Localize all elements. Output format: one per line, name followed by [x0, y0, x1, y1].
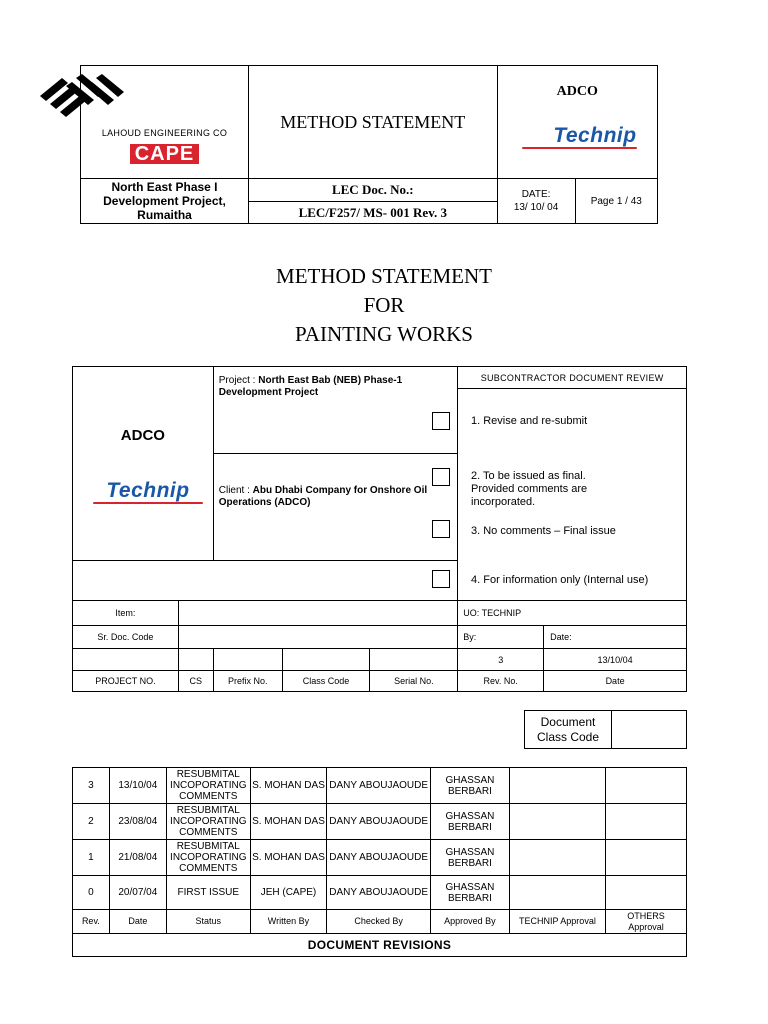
- revision-technip-approval: [509, 804, 605, 840]
- revision-row: [73, 804, 687, 840]
- option-revise-label: 1. Revise and re-submit: [471, 415, 588, 427]
- code-date: 13/10/04: [544, 649, 687, 671]
- checkbox-revise[interactable]: [432, 412, 450, 430]
- revisions-header: Written By: [250, 910, 327, 934]
- revision-others-approval: [605, 768, 686, 804]
- code-header: Serial No.: [370, 671, 458, 692]
- client-label: Client :: [218, 485, 253, 496]
- code-header: PROJECT NO.: [73, 671, 179, 692]
- option-final-label: 2. To be issued as final. Provided comments are incorporated.: [471, 470, 588, 508]
- review-client: ADCO: [120, 427, 165, 444]
- adco-technip-block: [73, 367, 214, 561]
- revision-approved-by: GHASSAN BERBARI: [430, 768, 509, 804]
- revision-rev: 2: [73, 804, 110, 840]
- option-information-label: 4. For information only (Internal use): [471, 574, 649, 586]
- revision-date: 20/07/04: [109, 876, 166, 910]
- revision-others-approval: [605, 840, 686, 876]
- title-line-3: PAINTING WORKS: [295, 322, 473, 346]
- revision-written-by: S. MOHAN DAS: [250, 804, 327, 840]
- code-cs[interactable]: [178, 649, 213, 671]
- revision-written-by: S. MOHAN DAS: [250, 768, 327, 804]
- lec-doc-number: LEC/F257/ MS- 001 Rev. 3: [249, 202, 498, 224]
- option-no-comments-label: 3. No comments – Final issue: [471, 525, 616, 537]
- revision-status: RESUBMITAL INCOPORATING COMMENTS: [166, 768, 250, 804]
- revisions-header: Rev.: [73, 910, 110, 934]
- revision-approved-by: GHASSAN BERBARI: [430, 876, 509, 910]
- class-code-label: Document Class Code: [525, 711, 612, 749]
- document-title: [0, 262, 768, 349]
- revision-status: RESUBMITAL INCOPORATING COMMENTS: [166, 840, 250, 876]
- adco-technip-cell: [497, 66, 657, 179]
- technip-logo-text: Technip: [553, 124, 637, 147]
- project-cell: [213, 367, 458, 454]
- page-number: Page 1 / 43: [575, 179, 657, 224]
- client-value: Abu Dhabi Company for Onshore Oil Operations (ADCO): [218, 485, 428, 508]
- revision-status: FIRST ISSUE: [166, 876, 250, 910]
- checkbox-no-comments[interactable]: [432, 520, 450, 538]
- lec-doc-label: LEC Doc. No.:: [249, 179, 498, 202]
- title-line-2: FOR: [363, 293, 405, 317]
- revision-others-approval: [605, 804, 686, 840]
- blank-cell: [73, 561, 458, 601]
- code-header: Prefix No.: [213, 671, 282, 692]
- revision-checked-by: DANY ABOUJAOUDE: [327, 876, 431, 910]
- lahoud-cape-cell: [81, 66, 249, 179]
- client-name: ADCO: [556, 84, 598, 99]
- code-project-no[interactable]: [73, 649, 179, 671]
- review-heading: SUBCONTRACTOR DOCUMENT REVIEW: [458, 367, 687, 389]
- revision-date: 13/10/04: [109, 768, 166, 804]
- item-value[interactable]: [178, 601, 457, 626]
- revision-row: [73, 840, 687, 876]
- title-line-1: METHOD STATEMENT: [276, 264, 492, 288]
- review-technip-logo: [93, 479, 203, 504]
- revision-rev: 0: [73, 876, 110, 910]
- revision-checked-by: DANY ABOUJAOUDE: [327, 768, 431, 804]
- code-class[interactable]: [282, 649, 370, 671]
- revision-row: [73, 876, 687, 910]
- date-value: 13/ 10/ 04: [513, 202, 559, 213]
- revisions-header-row: [73, 910, 687, 934]
- revision-date: 21/08/04: [109, 840, 166, 876]
- company-name: LAHOUD ENGINEERING CO: [101, 128, 228, 138]
- checkbox-final[interactable]: [432, 468, 450, 486]
- revision-date: 23/08/04: [109, 804, 166, 840]
- header-table: [80, 65, 658, 224]
- revisions-footer: DOCUMENT REVISIONS: [73, 934, 687, 957]
- revisions-header: Status: [166, 910, 250, 934]
- revision-technip-approval: [509, 768, 605, 804]
- revisions-header: OTHERS Approval: [605, 910, 686, 934]
- revision-checked-by: DANY ABOUJAOUDE: [327, 840, 431, 876]
- project-label: Project :: [218, 375, 259, 386]
- technip-logo: [522, 124, 637, 149]
- code-header: Class Code: [282, 671, 370, 692]
- item-label: Item:: [73, 601, 179, 626]
- date-cell: [497, 179, 575, 224]
- code-header: Rev. No.: [458, 671, 544, 692]
- revisions-header: Approved By: [430, 910, 509, 934]
- class-code-table: [524, 710, 687, 749]
- revision-written-by: JEH (CAPE): [250, 876, 327, 910]
- code-rev: 3: [458, 649, 544, 671]
- revisions-table: [72, 767, 687, 957]
- revision-written-by: S. MOHAN DAS: [250, 840, 327, 876]
- cape-logo: [81, 144, 248, 165]
- revision-technip-approval: [509, 876, 605, 910]
- revision-status: RESUBMITAL INCOPORATING COMMENTS: [166, 804, 250, 840]
- revision-approved-by: GHASSAN BERBARI: [430, 840, 509, 876]
- revisions-header: TECHNIP Approval: [509, 910, 605, 934]
- srdoc-value[interactable]: [178, 626, 457, 649]
- uo-label: UO: TECHNIP: [458, 601, 687, 626]
- revisions-header: Checked By: [327, 910, 431, 934]
- doc-type: METHOD STATEMENT: [249, 66, 498, 179]
- checkbox-information[interactable]: [432, 570, 450, 588]
- revision-technip-approval: [509, 840, 605, 876]
- code-serial[interactable]: [370, 649, 458, 671]
- revision-approved-by: GHASSAN BERBARI: [430, 804, 509, 840]
- date-label-review: Date:: [544, 626, 687, 649]
- lahoud-logo: [36, 74, 126, 118]
- date-label: DATE:: [521, 189, 551, 200]
- by-label: By:: [458, 626, 544, 649]
- revision-rev: 1: [73, 840, 110, 876]
- revision-row: [73, 768, 687, 804]
- srdoc-label: Sr. Doc. Code: [73, 626, 179, 649]
- revision-rev: 3: [73, 768, 110, 804]
- review-technip-text: Technip: [106, 479, 190, 502]
- revisions-header: Date: [109, 910, 166, 934]
- class-code-value[interactable]: [612, 711, 687, 749]
- project-name: North East Phase I Development Project, Rumaitha: [81, 179, 249, 224]
- code-header: CS: [178, 671, 213, 692]
- code-header: Date: [544, 671, 687, 692]
- code-prefix[interactable]: [213, 649, 282, 671]
- revision-checked-by: DANY ABOUJAOUDE: [327, 804, 431, 840]
- project-value: North East Bab (NEB) Phase-1 Development Project: [218, 375, 403, 398]
- client-cell: [213, 454, 458, 561]
- cape-logo-text: CAPE: [130, 144, 200, 164]
- revision-others-approval: [605, 876, 686, 910]
